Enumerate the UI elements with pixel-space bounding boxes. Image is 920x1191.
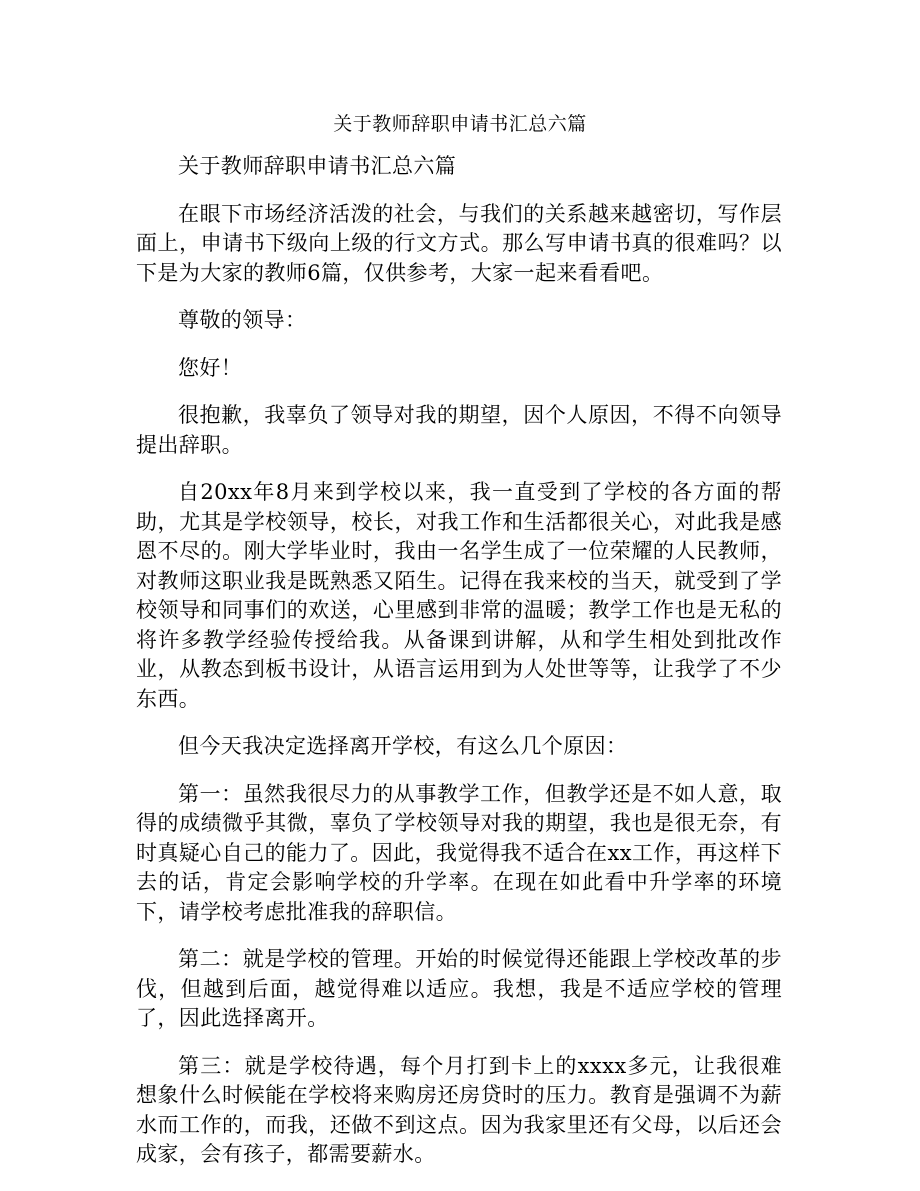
body-paragraph: 在眼下市场经济活泼的社会，与我们的关系越来越密切，写作层面上，申请书下级向上级的行文方式。那么写申请书真的很难吗？以下是为大家的教师6篇，仅供参考，大家一起来看看吧。 — [136, 201, 782, 285]
reason-paragraph: 第一：虽然我很尽力的从事教学工作，但教学还是不如人意，取得的成绩微乎其微，辜负了学校领导对我的期望，我也是很无奈，有时真疑心自己的能力了。因此，我觉得我不适合在xx工作，再这样下去的话，肯定会影响学校的升学率。在现在如此看中升学率的环境下，请学校考虑批准我的辞职信。 — [136, 781, 782, 924]
reason-paragraph: 第三：就是学校待遇，每个月打到卡上的xxxx多元，让我很难想象什么时候能在学校将来购房还房贷时的压力。教育是强调不为薪水而工作的，而我，还做不到这点。因为我家里还有父母，以后还会成家，会有孩子，都需要薪水。 — [136, 1053, 782, 1166]
document-body — [136, 152, 782, 1188]
body-paragraph: 很抱歉，我辜负了领导对我的期望，因个人原因，不得不向领导提出辞职。 — [136, 403, 782, 457]
reason-paragraph: 第二：就是学校的管理。开始的时候觉得还能跟上学校改革的步伐，但越到后面，越觉得难以适应。我想，我是不适应学校的管理了，因此选择离开。 — [136, 947, 782, 1030]
body-paragraph: 关于教师辞职申请书汇总六篇 — [178, 154, 457, 178]
greeting: 您好！ — [178, 355, 243, 380]
body-paragraph: 自20xx年8月来到学校以来，我一直受到了学校的各方面的帮助，尤其是学校领导，校长，对我工作和生活都很关心，对此我是感恩不尽的。刚大学毕业时，我由一名学生成了一位荣耀的人民教师，对教师这职业我是既熟悉又陌生。记得在我来校的当天，就受到了学校领导和同事们的欢送，心里感到非常的温暖；教学工作也是无私的将许多教学经验传授给我。从备课到讲解，从和学生相处到批改作业，从教态到板书设计，从语言运用到为人处世等等，让我学了不少东西。 — [136, 480, 782, 711]
document-title: 关于教师辞职申请书汇总六篇 — [333, 113, 587, 135]
body-paragraph: 但今天我决定选择离开学校，有这么几个原因： — [178, 734, 628, 758]
salutation: 尊敬的领导： — [178, 308, 307, 332]
